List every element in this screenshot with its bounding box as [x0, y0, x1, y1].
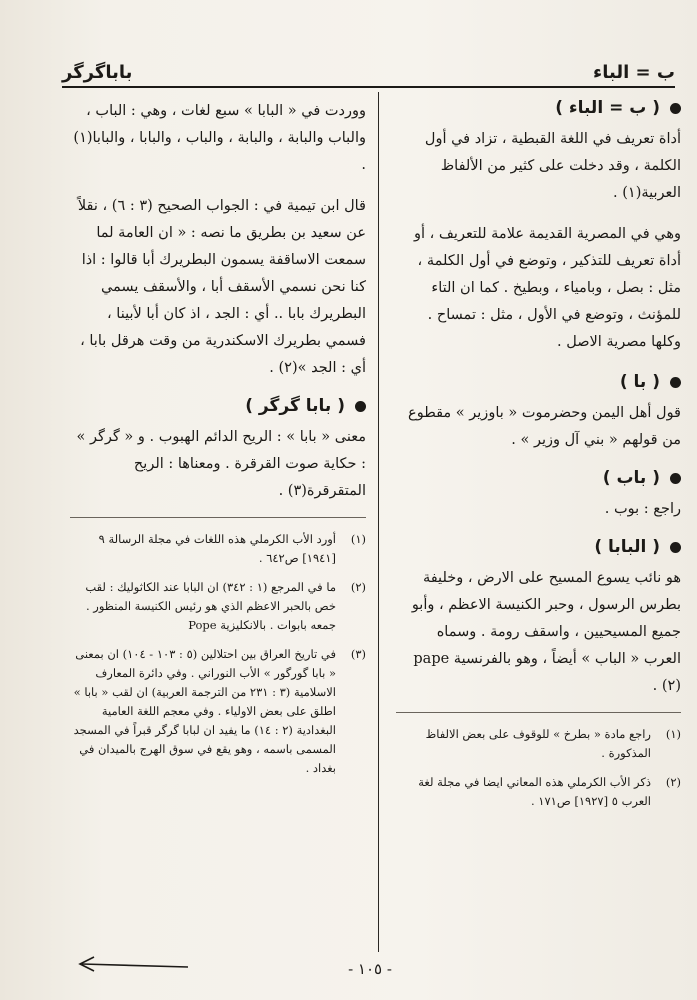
header-right-title: ب = الباء [593, 61, 675, 83]
footnote-text: في تاريخ العراق بين احتلالين (٥ : ١٠٣ - ١٠٤) ان بمعنى « بابا گورگور » الأب النوراني . وفي دائرة المعارف الاسلامية (٣ : ٢٣١ من الترجمة العربية) ان لقب « بابا » اطلق على بعض الاولياء . وفي معجم اللغة العامية البغدادية (٢ : ١٤) ما يفيد ان لبابا گرگر قبراً في المسجد المسمى باسمه ، وهو يقع في سوق الهرج بالميدان في بغداد . [73, 647, 336, 775]
entry-paragraph: هو نائب يسوع المسيح على الارض ، وخليفة بطرس الرسول ، وحبر الكنيسة الاعظم ، وأبو جميع المسيحيين ، واسقف رومة . وسماه العرب « الباب » أيضاً ، وهو بالفرنسية pape (٢) . [411, 570, 681, 694]
bullet-icon [670, 103, 681, 114]
entry-heading-text: ( باب ) [602, 468, 660, 488]
page-number: - ١٠٥ - [348, 960, 392, 978]
bullet-icon [670, 542, 681, 553]
entry-heading-text: ( با ) [619, 372, 660, 392]
entry-paragraph: راجع : بوب . [604, 501, 681, 517]
footnote [70, 645, 366, 778]
footnote-number: (٢) [665, 775, 681, 789]
footnote-separator [70, 517, 366, 518]
footnote-text: ذكر الأب الكرملي هذه المعاني ايضا في مجلة لغة العرب ٥ [١٩٢٧] ص١٧١ . [418, 775, 651, 808]
footnote-text: أورد الأب الكرملي هذه اللغات في مجلة الرسالة ٩ [١٩٤١] ص٦٤٢ . [98, 532, 336, 565]
footnote-text: ما في المرجع (١ : ٣٤٢) ان البابا عند الكاثوليك : لقب خص بالحبر الاعظم الذي هو رئيس الكنيسة المنظور . جمعه بابوات . بالانكليزية Pope [85, 580, 336, 632]
right-column [396, 94, 681, 821]
footnote [396, 773, 681, 811]
column-divider [378, 92, 379, 952]
footnote-number: (٢) [350, 580, 366, 594]
footnote-number: (١) [665, 727, 681, 741]
entry-paragraph: ووردت في « البابا » سبع لغات ، وهي : الباب ، والباب والبابة ، والبابة ، والباب ، والبابا ، والبابا(١) . [73, 103, 366, 173]
entry-paragraph: قال ابن تيمية في : الجواب الصحيح (٣ : ٦) ، نقلاً عن سعيد بن بطريق ما نصه : « ان العامة لما سمعت الاساقفة يسمون البطريرك أبا قالوا : اذا كنا نحن نسمي الأسقف أبا ، والأسقف يسمي البطريرك بابا .. أي : الجد ، اذ كان أبا لأبينا ، فسمي بطريرك الاسكندرية من وقت هرقل بابا ، أي : الجد »(٢) . [77, 198, 366, 376]
entry-paragraph: وهي في المصرية القديمة علامة للتعريف ، أو أداة تعريف للتذكير ، وتوضع في أول الكلمة ، مثل : بصل ، وبامياء ، وبطيخ . كما ان التاء للمؤنث ، وتوضع في الأول ، مثل : تمساح . وكلها مصرية الاصل . [413, 226, 681, 350]
header-rule [62, 86, 675, 88]
footnote-separator [396, 712, 681, 713]
entry-heading [396, 98, 681, 118]
entry-heading [396, 537, 681, 557]
entry-paragraph: أداة تعريف في اللغة القبطية ، تزاد في أول الكلمة ، وقد دخلت على كثير من الألفاظ العربية(١) . [424, 131, 681, 201]
bullet-icon [670, 473, 681, 484]
continue-arrow-icon [72, 953, 192, 975]
footnote-number: (١) [350, 532, 366, 546]
entry-paragraph: معنى « بابا » : الريح الدائم الهبوب . و « گرگر » : حكاية صوت القرقرة . ومعناها : الريح المتقرقرة(٣) . [76, 429, 366, 499]
footnote [70, 578, 366, 635]
entry-heading-text: ( البابا ) [594, 537, 660, 557]
bullet-icon [670, 377, 681, 388]
entry-paragraph: قول أهل اليمن وحضرموت « باوزير » مقطوع من قولهم « بني آل وزير » . [408, 405, 681, 448]
header-left-title: باباگرگر [62, 61, 133, 83]
footnote-number: (٣) [350, 647, 366, 661]
left-column [70, 94, 366, 788]
footnote [396, 725, 681, 763]
bullet-icon [355, 401, 366, 412]
entry-heading [396, 468, 681, 488]
running-header [62, 56, 675, 88]
entry-heading-text: ( بابا گرگر ) [245, 396, 345, 416]
footnote-text: راجع مادة « بطرخ » للوقوف على بعض الالفاظ المذكورة . [425, 727, 651, 760]
footnote [70, 530, 366, 568]
entry-heading [396, 372, 681, 392]
entry-heading [70, 396, 366, 416]
entry-heading-text: ( ب = الباء ) [555, 98, 660, 118]
